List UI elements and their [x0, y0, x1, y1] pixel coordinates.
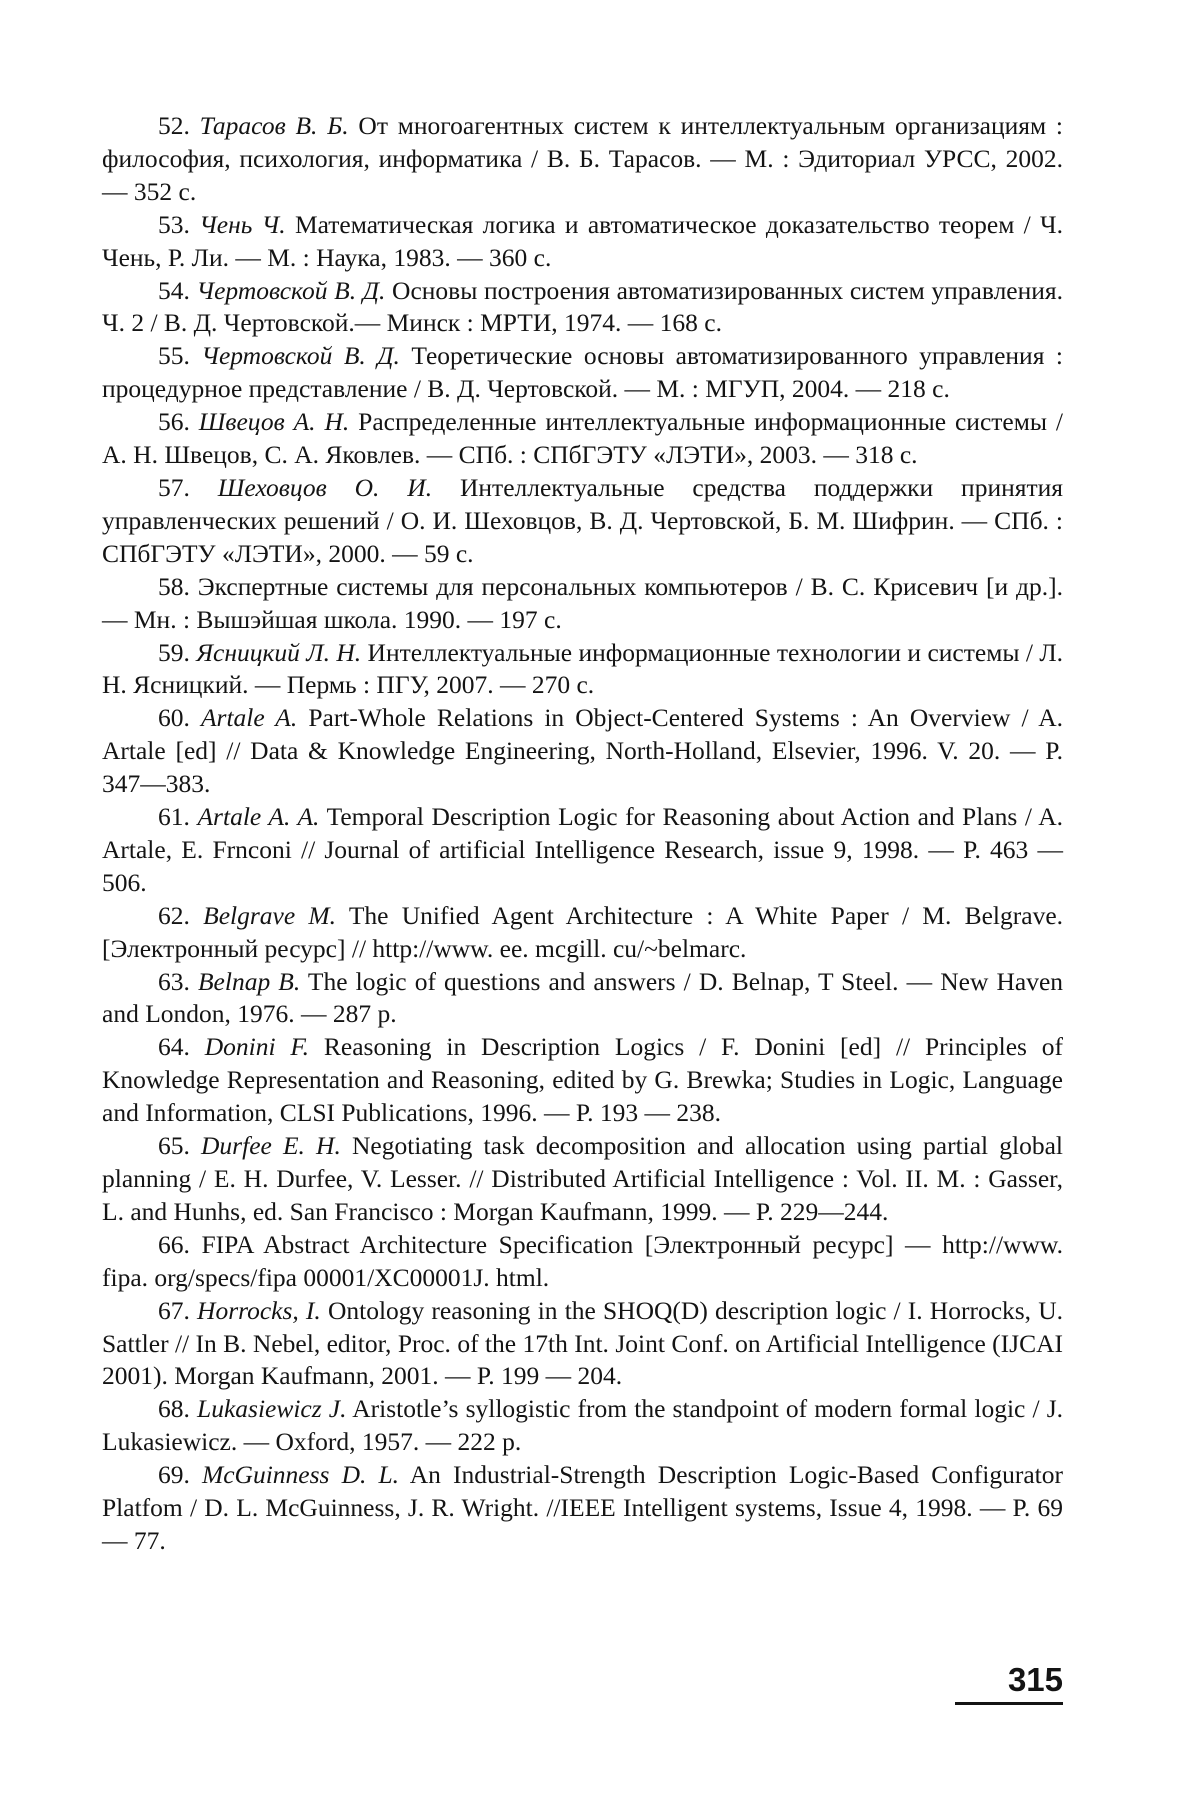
- bibliography-entry: [102, 900, 1063, 966]
- entry-number: 57.: [158, 472, 190, 502]
- entry-text: Reasoning in Description Logics / F. Donini [ed] // Principles of Knowledge Representation and Reasoning, edited by G. Brewka; Studies in Logic, Language and Information, CLSI Publications, 1996. — P. 193 — 238.: [102, 1032, 1064, 1128]
- entry-author: Durfee E. H.: [201, 1131, 341, 1161]
- bibliography-entry: [102, 966, 1063, 1032]
- entry-text: Теоретические основы автоматизированного управления : процедурное представление / В. Д. Чертовской. — М. : МГУП, 2004. — 218 с.: [102, 341, 1063, 404]
- entry-number: 62.: [158, 900, 190, 930]
- entry-author: McGuinness D. L.: [202, 1460, 400, 1490]
- entry-text: The Unified Agent Architecture : A White Paper / M. Belgrave. [Электронный ресурс] // http://www. ee. mcgill. cu/~belmarc.: [102, 900, 1064, 963]
- entry-author: Horrocks, I.: [197, 1295, 321, 1325]
- bibliography-entry: [102, 637, 1063, 703]
- page-number: 315: [1007, 1661, 1063, 1698]
- page-number-underline: [955, 1702, 1063, 1705]
- bibliography-entry: [102, 1295, 1063, 1394]
- entry-author: Тарасов В. Б.: [199, 111, 349, 140]
- entry-number: 56.: [158, 407, 190, 437]
- entry-author: Belnap B.: [197, 966, 301, 996]
- entry-number: 53.: [158, 209, 190, 239]
- bibliography-entry: [102, 209, 1063, 275]
- entry-number: 52.: [158, 111, 190, 140]
- entry-author: Donini F.: [204, 1032, 310, 1062]
- entry-text: An Industrial-Strength Description Logic-Based Configurator Platfom / D. L. McGuinness, J. R. Wright. //IEEE Intelligent systems, Issue 4, 1998. — P. 69 — 77.: [102, 1460, 1064, 1555]
- entry-text: Aristotle’s syllogistic from the standpoint of modern formal logic / J. Lukasiewicz. — Oxford, 1957. — 222 p.: [102, 1394, 1064, 1457]
- entry-text: Основы построения автоматизированных систем управления. Ч. 2 / В. Д. Чертовской.— Минск : МРТИ, 1974. — 168 с.: [102, 275, 1064, 338]
- entry-number: 60.: [158, 703, 190, 733]
- entry-number: 68.: [158, 1394, 190, 1424]
- entry-number: 64.: [158, 1032, 190, 1062]
- entry-number: 63.: [158, 966, 190, 996]
- bibliography-entry: [102, 275, 1063, 341]
- entry-text: FIPA Abstract Architecture Specification [Электронный ресурс] — http://www. fipa. org/specs/fipa 00001/XC00001J. html.: [102, 1229, 1063, 1292]
- entry-number: 61.: [158, 802, 190, 832]
- entry-text: Интеллектуальные информационные технологии и системы / Л. Н. Ясницкий. — Пермь : ПГУ, 2007. — 270 с.: [102, 637, 1063, 700]
- entry-author: Lukasiewicz J.: [197, 1394, 347, 1424]
- entry-text: Ontology reasoning in the SHOQ(D) description logic / I. Horrocks, U. Sattler // In B. Nebel, editor, Proc. of the 17th Int. Joint Conf. on Artificial Intelligence (IJCAI 2001). Morgan Kaufmann, 2001. — P. 199 — 204.: [102, 1295, 1063, 1391]
- entry-author: Artale A.: [200, 703, 298, 733]
- bibliography-entry: [102, 472, 1063, 571]
- entry-text: The logic of questions and answers / D. Belnap, T Steel. — New Haven and London, 1976. — 287 p.: [102, 966, 1064, 1029]
- bibliography-entry: [102, 801, 1063, 900]
- entry-number: 58.: [158, 571, 190, 601]
- bibliography-entry: [102, 702, 1063, 801]
- entry-number: 59.: [158, 637, 190, 667]
- entry-author: Чертовской В. Д.: [196, 275, 386, 305]
- entry-text: Экспертные системы для персональных компьютеров / В. С. Крисевич [и др.]. — Мн. : Вышэйшая школа. 1990. — 197 с.: [102, 571, 1063, 634]
- bibliography-entry: [102, 1459, 1063, 1558]
- entry-text: Интеллектуальные средства поддержки принятия управленческих решений / О. И. Шеховцов, В. Д. Чертовской, Б. М. Шифрин. — СПб. : СПбГЭТУ «ЛЭТИ», 2000. — 59 с.: [102, 472, 1063, 568]
- bibliography-entry: [102, 406, 1063, 472]
- bibliography-entry: [102, 110, 1063, 209]
- entry-author: Чертовской В. Д.: [201, 341, 400, 371]
- entry-text: Negotiating task decomposition and allocation using partial global planning / E. H. Durfee, V. Lesser. // Distributed Artificial Intelligence : Vol. II. M. : Gasser, L. and Hunhs, ed. San Francisco : Morgan Kaufmann, 1999. — P. 229—244.: [102, 1131, 1064, 1226]
- entry-number: 66.: [158, 1229, 190, 1259]
- bibliography-entry: [102, 1393, 1063, 1459]
- bibliography-entry: [102, 1229, 1063, 1295]
- entry-author: Ясницкий Л. Н.: [196, 637, 362, 667]
- entry-number: 67.: [158, 1295, 190, 1325]
- entry-text: От многоагентных систем к интеллектуальным организациям : философия, психология, информатика / В. Б. Тарасов. — М. : Эдиториал УРСС, 2002. — 352 с.: [102, 111, 1063, 206]
- entry-author: Чень Ч.: [199, 209, 286, 239]
- entry-author: Belgrave M.: [203, 900, 337, 930]
- bibliography-entry: [102, 1130, 1063, 1229]
- bibliography-entry: [102, 1031, 1063, 1130]
- entry-author: Швецов А. Н.: [198, 407, 350, 437]
- entry-text: Part-Whole Relations in Object-Centered Systems : An Overview / A. Artale [ed] // Data & Knowledge Engineering, North-Holland, Elsevier, 1996. V. 20. — P. 347—383.: [102, 703, 1063, 799]
- entry-number: 65.: [158, 1131, 190, 1161]
- entry-text: Математическая логика и автоматическое доказательство теорем / Ч. Чень, Р. Ли. — М. : Наука, 1983. — 360 с.: [102, 209, 1064, 272]
- entry-text: Распределенные интеллектуальные информационные системы / А. Н. Швецов, С. А. Яковлев. — СПб. : СПбГЭТУ «ЛЭТИ», 2003. — 318 с.: [102, 407, 1064, 470]
- entry-text: Temporal Description Logic for Reasoning about Action and Plans / A. Artale, E. Frnconi // Journal of artificial Intelligence Research, issue 9, 1998. — P. 463 — 506.: [102, 802, 1063, 897]
- bibliography-list: [102, 110, 1063, 1558]
- bibliography-entry: [102, 340, 1063, 406]
- page-footer: [955, 1660, 1063, 1710]
- entry-number: 69.: [158, 1460, 190, 1490]
- entry-number: 55.: [158, 341, 190, 371]
- entry-author: Шеховцов О. И.: [217, 472, 433, 502]
- entry-number: 54.: [158, 275, 190, 305]
- bibliography-entry: [102, 571, 1063, 637]
- entry-author: Artale A. A.: [197, 802, 320, 832]
